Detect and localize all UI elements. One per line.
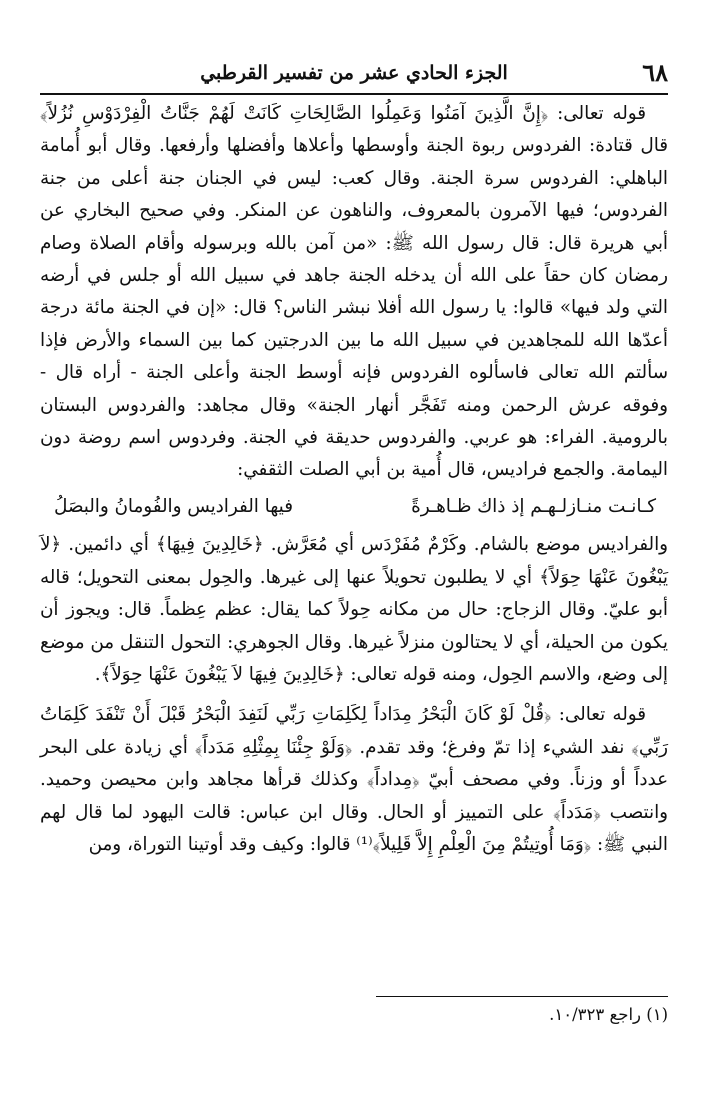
paragraph-bahr: قوله تعالى: ﴿قُلْ لَوْ كَانَ الْبَحْرُ مِدَاداً لِكَلِمَاتِ رَبِّي لَنَفِدَ الْبَحْرُ قَبْلَ أَنْ تَنْفَدَ كَلِمَاتُ رَبِّي﴾ نفد الشيء إذا تمّ وفرغ؛ وقد تقدم. ﴿وَلَوْ جِئْنَا بِمِثْلِهِ مَدَداً﴾ أي زيادة على البحر عدداً أو وزناً. وفي مصحف أبيّ ﴿مِداداً﴾ وكذلك قرأها مجاهد وابن محيصن وحميد. وانتصب ﴿مَدَداً﴾ على التمييز أو الحال. وقال ابن عباس: قالت اليهود لما قال لهم النبي ﷺ: ﴿وَمَا أُوتِيتُمْ مِنَ الْعِلْمِ إِلاَّ قَلِيلاً﴾⁽¹⁾ قالوا: وكيف وقد أوتينا التوراة، ومن xyxy=(40,704,668,855)
verse-second-hemistich: فيها الفراديس والفُومانُ والبصَلُ xyxy=(54,495,293,517)
footnote: (١) راجع ١٠/٣٢٣. xyxy=(549,1005,668,1024)
verse-first-hemistich: كـانـت منـازلـهـم إذ ذاك ظـاهـرةً xyxy=(411,495,656,517)
page-header xyxy=(40,58,668,92)
running-title: الجزء الحادي عشر من تفسير القرطبي xyxy=(200,62,508,84)
page-number: ٦٨ xyxy=(642,58,668,87)
main-text xyxy=(40,98,668,861)
paragraph-faradis: والفراديس موضع بالشام. وكَرْمٌ مُفَرْدَس أي مُعَرَّش. ﴿خَالِدِينَ فِيهَا﴾ أي دائمين. ﴿لاَ يَبْغُونَ عَنْهَا حِوَلاً﴾ أي لا يطلبون تحويلاً عنها إلى غيرها. والحِول بمعنى التحويل؛ قاله أبو عليّ. وقال الزجاج: حال من مكانه حِولاً كما يقال: عظم عِظماً. قال: ويجوز أن يكون من الحيلة، أي لا يحتالون منزلاً غيرها. وقال الجوهري: التحول التنقل من موضع إلى وضع، والاسم الحِول، ومنه قوله تعالى: ﴿خَالِدِينَ فِيهَا لاَ يَبْغُونَ عَنْهَا حِوَلاً﴾. xyxy=(40,534,668,685)
footnote-rule xyxy=(376,996,668,997)
paragraph-firdaws: قوله تعالى: ﴿إِنَّ الَّذِينَ آمَنُوا وَعَمِلُوا الصَّالِحَاتِ كَانَتْ لَهُمْ جَنَّاتُ الْفِرْدَوْسِ نُزُلاً﴾ قال قتادة: الفردوس ربوة الجنة وأوسطها وأعلاها وأفضلها وأرفعها. وقال أبو أُمامة الباهلي: الفردوس سرة الجنة. وقال كعب: ليس في الجنان جنة أعلى من جنة الفردوس؛ فيها الآمرون بالمعروف، والناهون عن المنكر. وفي صحيح البخاري عن أبي هريرة قال: قال رسول الله ﷺ: «من آمن بالله وبرسوله وأقام الصلاة وصام رمضان كان حقاً على الله أن يدخله الجنة جاهد في سبيل الله أو جلس في أرضه التي ولد فيها» قالوا: يا رسول الله أفلا نبشر الناس؟ قال: «إن في الجنة مائة درجة أعدّها الله للمجاهدين في سبيل الله ما بين الدرجتين كما بين السماء والأرض فإذا سألتم الله تعالى فاسألوه الفردوس فإنه أوسط الجنة وأعلى الجنة - أراه قال - وفوقه عرش الرحمن ومنه تَفَجَّر أنهار الجنة» وقال مجاهد: والفردوس البستان بالرومية. الفراء: هو عربي. والفردوس حديقة في الجنة. وفردوس اسم روضة دون اليمامة. والجمع فراديس، قال أُمية بن أبي الصلت الثقفي: xyxy=(40,103,668,481)
poetry-verse xyxy=(40,491,668,523)
header-rule xyxy=(40,93,668,95)
